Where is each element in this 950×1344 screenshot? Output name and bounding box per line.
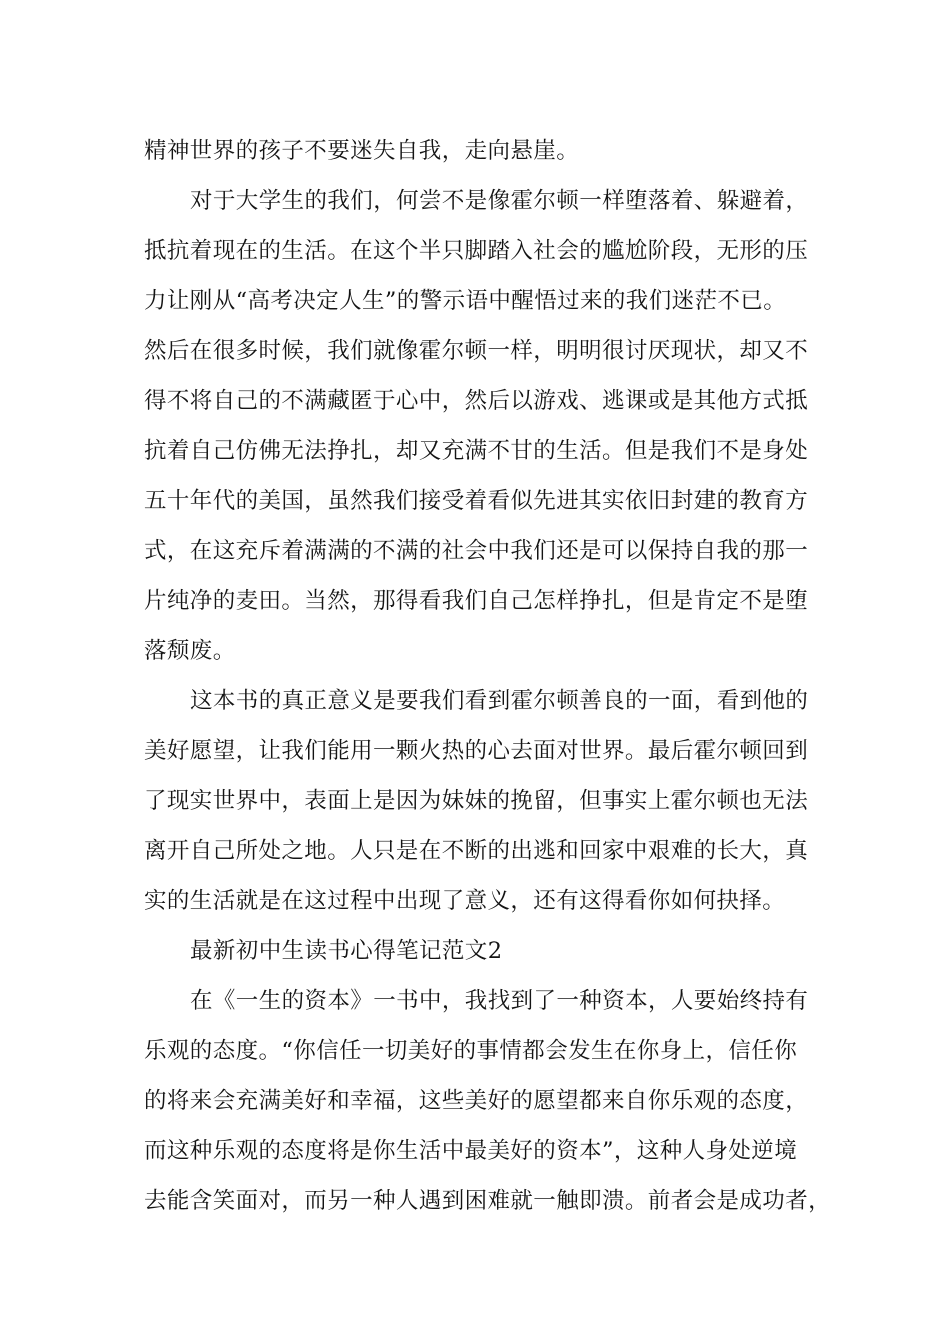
paragraph-3 [144, 676, 824, 926]
text-line: 五十年代的美国，虽然我们接受着看似先进其实依旧封建的教育方 [144, 488, 809, 514]
text-line: 抵抗着现在的生活。在这个半只脚踏入社会的尴尬阶段，无形的压 [144, 238, 809, 264]
text-line: 落颓废。 [144, 638, 236, 664]
paragraph-2 [144, 176, 824, 676]
heading-text: 最新初中生读书心得笔记范文2 [190, 938, 503, 964]
text-line: 去能含笑面对，而另一种人遇到困难就一触即溃。前者会是成功者， [144, 1188, 832, 1214]
text-line: 片纯净的麦田。当然，那得看我们自己怎样挣扎，但是肯定不是堕 [144, 588, 809, 614]
section-heading [144, 926, 824, 976]
text-line: 实的生活就是在这过程中出现了意义，还有这得看你如何抉择。 [144, 888, 786, 914]
text-line: 在《一生的资本》一书中，我找到了一种资本，人要始终持有 [190, 988, 809, 1014]
text-line: 而这种乐观的态度将是你生活中最美好的资本”，这种人身处逆境 [144, 1138, 798, 1164]
text-line: 乐观的态度。“你信任一切美好的事情都会发生在你身上，信任你 [144, 1038, 798, 1064]
text-line: 离开自己所处之地。人只是在不断的出逃和回家中艰难的长大，真 [144, 838, 809, 864]
text-line: 式，在这充斥着满满的不满的社会中我们还是可以保持自我的那一 [144, 538, 809, 564]
paragraph-1 [144, 126, 824, 176]
document-body [144, 126, 832, 1226]
text-line: 这本书的真正意义是要我们看到霍尔顿善良的一面，看到他的 [190, 688, 809, 714]
text-line: 的将来会充满美好和幸福，这些美好的愿望都来自你乐观的态度， [144, 1088, 809, 1114]
text-line: 对于大学生的我们，何尝不是像霍尔顿一样堕落着、躲避着， [190, 188, 809, 214]
text-line: 美好愿望，让我们能用一颗火热的心去面对世界。最后霍尔顿回到 [144, 738, 809, 764]
text-line: 抗着自己仿佛无法挣扎，却又充满不甘的生活。但是我们不是身处 [144, 438, 809, 464]
paragraph-5 [144, 976, 832, 1226]
text-line: 得不将自己的不满藏匿于心中，然后以游戏、逃课或是其他方式抵 [144, 388, 809, 414]
text-line: 力让刚从“高考决定人生”的警示语中醒悟过来的我们迷茫不已。 [144, 288, 787, 314]
text-line: 精神世界的孩子不要迷失自我，走向悬崖。 [144, 138, 580, 164]
text-line: 了现实世界中，表面上是因为妹妹的挽留，但事实上霍尔顿也无法 [144, 788, 809, 814]
text-line: 然后在很多时候，我们就像霍尔顿一样，明明很讨厌现状，却又不 [144, 338, 809, 364]
